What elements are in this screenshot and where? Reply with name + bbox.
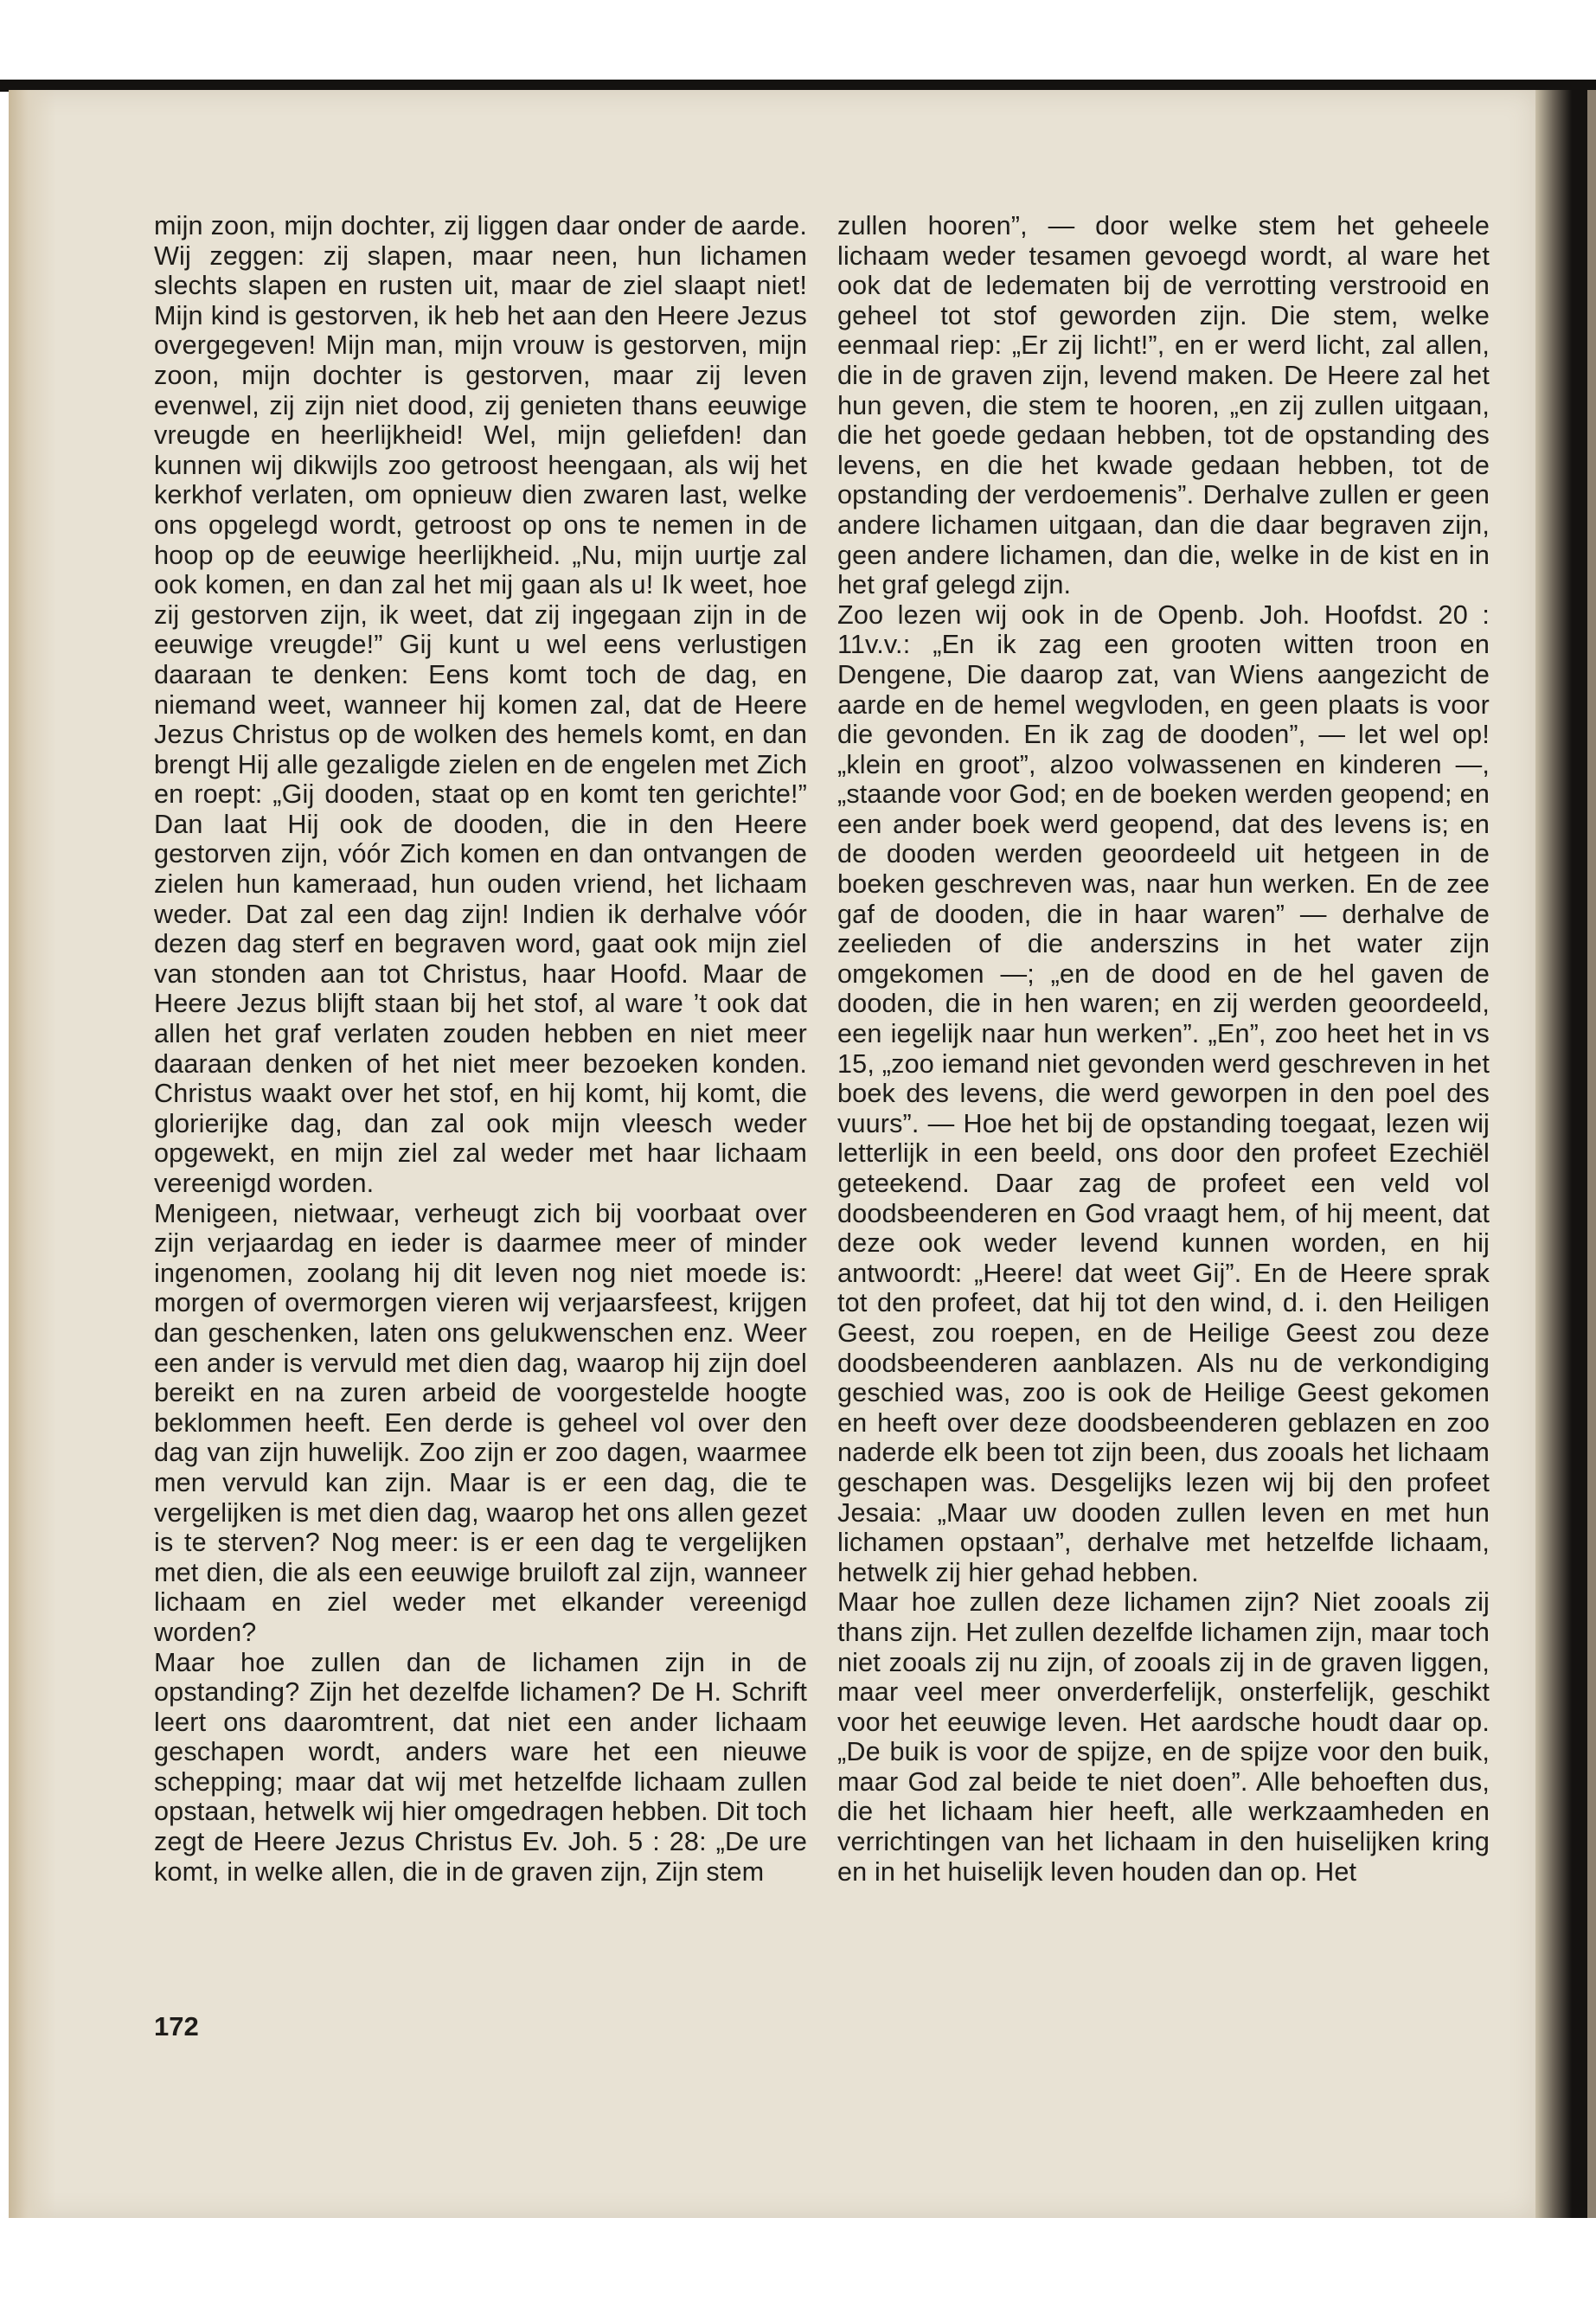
paragraph: Maar hoe zullen dan de lichamen zijn in de opstanding? Zijn het dezelfde lichamen? De H. Schrift leert ons daaromtrent, dat niet een ander lichaam geschapen wordt, anders ware het een nieuwe schepping; maar dat wij met hetzelfde lichaam zullen opstaan, hetwelk wij hier omgedragen hebben. Dit toch zegt de Heere Jezus Christus Ev. Joh. 5 : 28: „De ure komt, in welke allen, die in de graven zijn, Zijn stem [154, 1647, 807, 1887]
paragraph: Maar hoe zullen deze lichamen zijn? Niet zooals zij thans zijn. Het zullen dezelfde lichamen zijn, maar toch niet zooals zij nu zijn, of zooals zij in de graven liggen, maar veel meer onverderfelijk, onsterfelijk, geschikt voor het eeuwige leven. Het aardsche houdt daar op. „De buik is voor de spijze, en de spijze voor den buik, maar God zal beide te niet doen”. Alle behoeften dus, die het lichaam hier heeft, alle werkzaamheden en verrichtingen van het lichaam in den huiselijken kring en in het huiselijk leven houden dan op. Het [837, 1587, 1490, 1887]
scan-top-margin [0, 0, 1596, 80]
paragraph: Menigeen, nietwaar, verheugt zich bij voorbaat over zijn verjaardag en ieder is daarmee meer of minder ingenomen, zoolang hij dit leven nog niet moede is: morgen of overmorgen vieren wij verjaarsfeest, krijgen dan geschenken, laten ons gelukwenschen enz. Weer een ander is vervuld met dien dag, waarop hij zijn doel bereikt en na zuren arbeid de voorgestelde hoogte beklommen heeft. Een derde is geheel vol over den dag van zijn huwelijk. Zoo zijn er zoo dagen, waarmee men vervuld kan zijn. Maar is er een dag, die te vergelijken is met dien dag, waarop het ons allen gezet is te sterven? Nog meer: is er een dag te vergelijken met dien, die als een eeuwige bruiloft zal zijn, wanneer lichaam en ziel weder met elkander vereenigd worden? [154, 1198, 807, 1647]
page-left-edge [9, 90, 56, 2218]
book-spine [1535, 90, 1587, 2218]
paragraph: zullen hooren”, — door welke stem het geheele lichaam weder tesamen gevoegd wordt, al ware het ook dat de ledematen bij de verrotting verstrooid en geheel tot stof geworden zijn. Die stem, welke eenmaal riep: „Er zij licht!”, en er werd licht, zal allen, die in de graven zijn, levend maken. De Heere zal het hun geven, die stem te hooren, „en zij zullen uitgaan, die het goede gedaan hebben, tot de opstanding des levens, en die het kwade gedaan hebben, tot de opstanding der verdoemenis”. Derhalve zullen er geen andere lichamen uitgaan, dan die daar begraven zijn, geen andere lichamen, dan die, welke in de kist en in het graf gelegd zijn. [837, 211, 1490, 600]
page-number: 172 [154, 2011, 199, 2041]
left-column [154, 211, 807, 1887]
paragraph: mijn zoon, mijn dochter, zij liggen daar onder de aarde. Wij zeggen: zij slapen, maar neen, hun lichamen slechts slapen en rusten uit, maar de ziel slaapt niet! Mijn kind is gestorven, ik heb het aan den Heere Jezus overgegeven! Mijn man, mijn vrouw is gestorven, mijn zoon, mijn dochter is gestorven, maar zij leven evenwel, zij zijn niet dood, zij genieten thans eeuwige vreugde en heerlijkheid! Wel, mijn geliefden! dan kunnen wij dikwijls zoo getroost heengaan, als wij het kerkhof verlaten, om opnieuw dien zwaren last, welke ons opgelegd wordt, getroost op ons te nemen in de hoop op de eeuwige heerlijkheid. „Nu, mijn uurtje zal ook komen, en dan zal het mij gaan als u! Ik weet, hoe zij gestorven zijn, ik weet, dat zij ingegaan zijn in de eeuwige vreugde!” Gij kunt u wel eens verlustigen daaraan te denken: Eens komt toch de dag, en niemand weet, wanneer hij komen zal, dat de Heere Jezus Christus op de wolken des hemels komt, en dan brengt Hij alle gezaligde zielen en de engelen met Zich en roept: „Gij dooden, staat op en komt ten gerichte!” Dan laat Hij ook de dooden, die in den Heere gestorven zijn, vóór Zich komen en dan ontvangen de zielen hun kameraad, hun ouden vriend, het lichaam weder. Dat zal een dag zijn! Indien ik derhalve vóór dezen dag sterf en begraven word, gaat ook mijn ziel van stonden aan tot Christus, haar Hoofd. Maar de Heere Jezus blijft staan bij het stof, al ware ’t ook dat allen het graf verlaten zouden hebben en niet meer daaraan denken of het niet meer bezoeken konden. Christus waakt over het stof, en hij komt, hij komt, die glorierijke dag, dan zal ook mijn vleesch weder opgewekt, en mijn ziel zal weder met haar lichaam vereenigd worden. [154, 211, 807, 1198]
paragraph: Zoo lezen wij ook in de Openb. Joh. Hoofdst. 20 : 11v.v.: „En ik zag een grooten witten troon en Dengene, Die daarop zat, van Wiens aangezicht de aarde en de hemel wegvloden, en geen plaats is voor die gevonden. En ik zag de dooden”, — let wel op! „klein en groot”, alzoo volwassenen en kinderen —, „staande voor God; en de boeken werden geopend; en een ander boek werd geopend, dat des levens is; en de dooden werden geoordeeld uit hetgeen in de boeken geschreven was, naar hun werken. En de zee gaf de dooden, die in haar waren” — derhalve de zeelieden of die anderszins in het water zijn omgekomen —; „en de dood en de hel gaven de dooden, die in hen waren; en zij werden geoordeeld, een iegelijk naar hun werken”. „En”, zoo heet het in vs 15, „zoo iemand niet gevonden werd geschreven in het boek des levens, die werd geworpen in den poel des vuurs”. — Hoe het bij de opstanding toegaat, lezen wij letterlijk in een beeld, ons door den profeet Ezechiël geteekend. Daar zag de profeet een veld vol doodsbeenderen en God vraagt hem, of hij meent, dat deze ook weder levend kunnen worden, en hij antwoordt: „Heere! dat weet Gij”. En de Heere sprak tot den profeet, dat hij tot den wind, d. i. den Heiligen Geest, zou roepen, en de Heilige Geest zou deze doodsbeenderen aanblazen. Als nu de verkondiging geschied was, zoo is ook de Heilige Geest gekomen en heeft over deze doodsbeenderen geblazen en zoo naderde elk been tot zijn been, dus zooals het lichaam geschapen was. Desgelijks lezen wij bij den profeet Jesaia: „Maar uw dooden zullen leven en met hun lichamen opstaan”, derhalve met hetzelfde lichaam, hetwelk zij hier gehad hebben. [837, 599, 1490, 1587]
next-page-edge [1587, 90, 1596, 2218]
right-column [837, 211, 1490, 1887]
